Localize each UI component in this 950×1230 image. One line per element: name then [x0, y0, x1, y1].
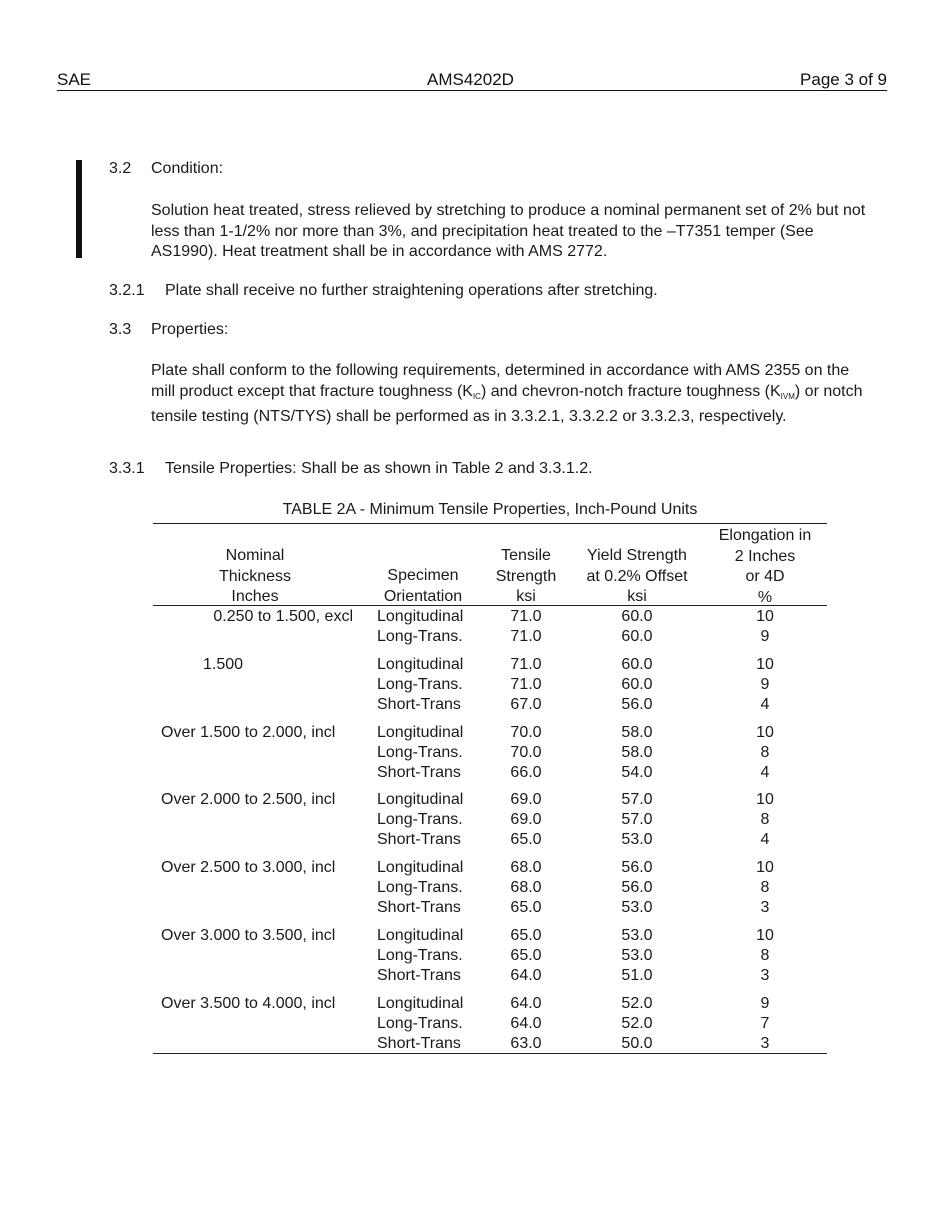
- tensile-cell: 65.0: [510, 899, 542, 916]
- elongation-cell: 10: [756, 656, 774, 673]
- elongation-cell: 10: [756, 724, 774, 741]
- revision-bar: [76, 160, 82, 258]
- elongation-cell: 8: [760, 879, 770, 896]
- elongation-cell: 10: [756, 927, 774, 944]
- column-header-elongation: Elongation in 2 Inches or 4D %: [718, 527, 812, 606]
- yield-cell: 58.0: [621, 724, 653, 741]
- elongation-cell: 4: [760, 831, 770, 848]
- tensile-cell: 71.0: [510, 676, 542, 693]
- tensile-cell: 65.0: [510, 831, 542, 848]
- yield-cell: 56.0: [621, 696, 653, 713]
- yield-cell: 60.0: [621, 608, 653, 625]
- orientation-cell: Short-Trans: [377, 764, 461, 781]
- thickness-cell: Over 3.000 to 3.500, incl: [161, 927, 336, 944]
- orientation-cell: Longitudinal: [377, 656, 464, 673]
- thickness-cell: Over 2.500 to 3.000, incl: [161, 859, 336, 876]
- tensile-cell: 71.0: [510, 628, 542, 645]
- elongation-cell: 7: [760, 1015, 770, 1032]
- elongation-cell: 8: [760, 947, 770, 964]
- table-top-rule: [153, 523, 827, 524]
- yield-cell: 50.0: [621, 1035, 653, 1052]
- yield-cell: 57.0: [621, 791, 653, 808]
- yield-cell: 60.0: [621, 656, 653, 673]
- section-title: Condition:: [151, 160, 224, 177]
- section-body: Solution heat treated, stress relieved by stretching to produce a nominal permanent set of 2% but not less than 1-1/2% nor more than 3%, and precipitation heat treated to the –T7351 temper (See AS1990). Heat treatment shall be in accordance with AMS 2772.: [151, 202, 866, 260]
- tensile-cell: 64.0: [510, 995, 542, 1012]
- table-header-rule: [153, 605, 827, 606]
- section-number: 3.2.1: [109, 282, 145, 299]
- tensile-cell: 63.0: [510, 1035, 542, 1052]
- tensile-cell: 67.0: [510, 696, 542, 713]
- tensile-cell: 71.0: [510, 608, 542, 625]
- orientation-cell: Longitudinal: [377, 791, 464, 808]
- section-text: Plate shall receive no further straightening operations after stretching.: [165, 282, 658, 299]
- orientation-cell: Short-Trans: [377, 899, 461, 916]
- yield-cell: 51.0: [621, 967, 653, 984]
- yield-cell: 60.0: [621, 628, 653, 645]
- elongation-cell: 9: [760, 995, 770, 1012]
- section-body: Plate shall conform to the following requirements, determined in accordance with AMS 2355 on the mill product except that fracture toughness $(K_{IC})$ and chevron-notch fracture toughness $(K_{IVM})$ or notch tensile testing (NTS/TYS) shall be performed as in 3.3.2.1, 3.3.2.2 or 3.3.2.3, respectively.: [151, 362, 863, 425]
- tensile-cell: 69.0: [510, 791, 542, 808]
- page-header: [57, 70, 887, 91]
- orientation-cell: Longitudinal: [377, 724, 464, 741]
- tensile-cell: 64.0: [510, 967, 542, 984]
- tensile-cell: 68.0: [510, 859, 542, 876]
- yield-cell: 56.0: [621, 879, 653, 896]
- orientation-cell: Short-Trans: [377, 1035, 461, 1052]
- thickness-cell: 1.500: [203, 656, 244, 673]
- table-bottom-rule: [153, 1053, 827, 1054]
- yield-cell: 52.0: [621, 1015, 653, 1032]
- orientation-cell: Long-Trans.: [377, 811, 463, 828]
- elongation-cell: 3: [760, 967, 770, 984]
- orientation-cell: Longitudinal: [377, 608, 464, 625]
- tensile-cell: 70.0: [510, 744, 542, 761]
- column-header-thickness: Nominal Thickness Inches: [218, 547, 292, 605]
- elongation-cell: 9: [760, 628, 770, 645]
- orientation-cell: Short-Trans: [377, 696, 461, 713]
- tensile-cell: 66.0: [510, 764, 542, 781]
- elongation-cell: 10: [756, 791, 774, 808]
- tensile-cell: 69.0: [510, 811, 542, 828]
- elongation-cell: 8: [760, 744, 770, 761]
- section-number: 3.3.1: [109, 460, 145, 477]
- yield-cell: 53.0: [621, 947, 653, 964]
- yield-cell: 58.0: [621, 744, 653, 761]
- yield-cell: 53.0: [621, 899, 653, 916]
- header-page-number: Page 3 of 9: [800, 70, 887, 89]
- yield-cell: 53.0: [621, 831, 653, 848]
- yield-cell: 54.0: [621, 764, 653, 781]
- header-doc-number: AMS4202D: [427, 70, 514, 89]
- section-text: Tensile Properties: Shall be as shown in Table 2 and 3.3.1.2.: [165, 460, 593, 477]
- elongation-cell: 8: [760, 811, 770, 828]
- orientation-cell: Short-Trans: [377, 831, 461, 848]
- orientation-cell: Longitudinal: [377, 859, 464, 876]
- elongation-cell: 3: [760, 1035, 770, 1052]
- section-number: 3.2: [109, 160, 132, 177]
- tensile-cell: 70.0: [510, 724, 542, 741]
- elongation-cell: 4: [760, 696, 770, 713]
- orientation-cell: Long-Trans.: [377, 879, 463, 896]
- orientation-cell: Long-Trans.: [377, 1015, 463, 1032]
- header-org: SAE: [57, 70, 92, 89]
- column-header-tensile: Tensile Strength ksi: [495, 547, 557, 605]
- orientation-cell: Longitudinal: [377, 927, 464, 944]
- elongation-cell: 4: [760, 764, 770, 781]
- tensile-cell: 71.0: [510, 656, 542, 673]
- orientation-cell: Long-Trans.: [377, 744, 463, 761]
- table-caption: TABLE 2A - Minimum Tensile Properties, Inch-Pound Units: [282, 501, 698, 518]
- tensile-cell: 68.0: [510, 879, 542, 896]
- yield-cell: 56.0: [621, 859, 653, 876]
- thickness-cell: Over 3.500 to 4.000, incl: [161, 995, 336, 1012]
- column-header-orientation: Specimen Orientation: [383, 567, 463, 605]
- tensile-cell: 65.0: [510, 947, 542, 964]
- thickness-cell: Over 1.500 to 2.000, incl: [161, 724, 336, 741]
- orientation-cell: Long-Trans.: [377, 628, 463, 645]
- yield-cell: 60.0: [621, 676, 653, 693]
- orientation-cell: Long-Trans.: [377, 676, 463, 693]
- yield-cell: 57.0: [621, 811, 653, 828]
- section-number: 3.3: [109, 321, 132, 338]
- elongation-cell: 9: [760, 676, 770, 693]
- yield-cell: 53.0: [621, 927, 653, 944]
- yield-cell: 52.0: [621, 995, 653, 1012]
- orientation-cell: Long-Trans.: [377, 947, 463, 964]
- tensile-cell: 64.0: [510, 1015, 542, 1032]
- elongation-cell: 10: [756, 608, 774, 625]
- elongation-cell: 3: [760, 899, 770, 916]
- thickness-cell: Over 2.000 to 2.500, incl: [161, 791, 336, 808]
- orientation-cell: Longitudinal: [377, 995, 464, 1012]
- tensile-cell: 65.0: [510, 927, 542, 944]
- column-header-yield: Yield Strength at 0.2% Offset ksi: [586, 547, 688, 605]
- orientation-cell: Short-Trans: [377, 967, 461, 984]
- thickness-cell: 0.250 to 1.500, excl: [213, 608, 353, 625]
- elongation-cell: 10: [756, 859, 774, 876]
- section-title: Properties:: [151, 321, 229, 338]
